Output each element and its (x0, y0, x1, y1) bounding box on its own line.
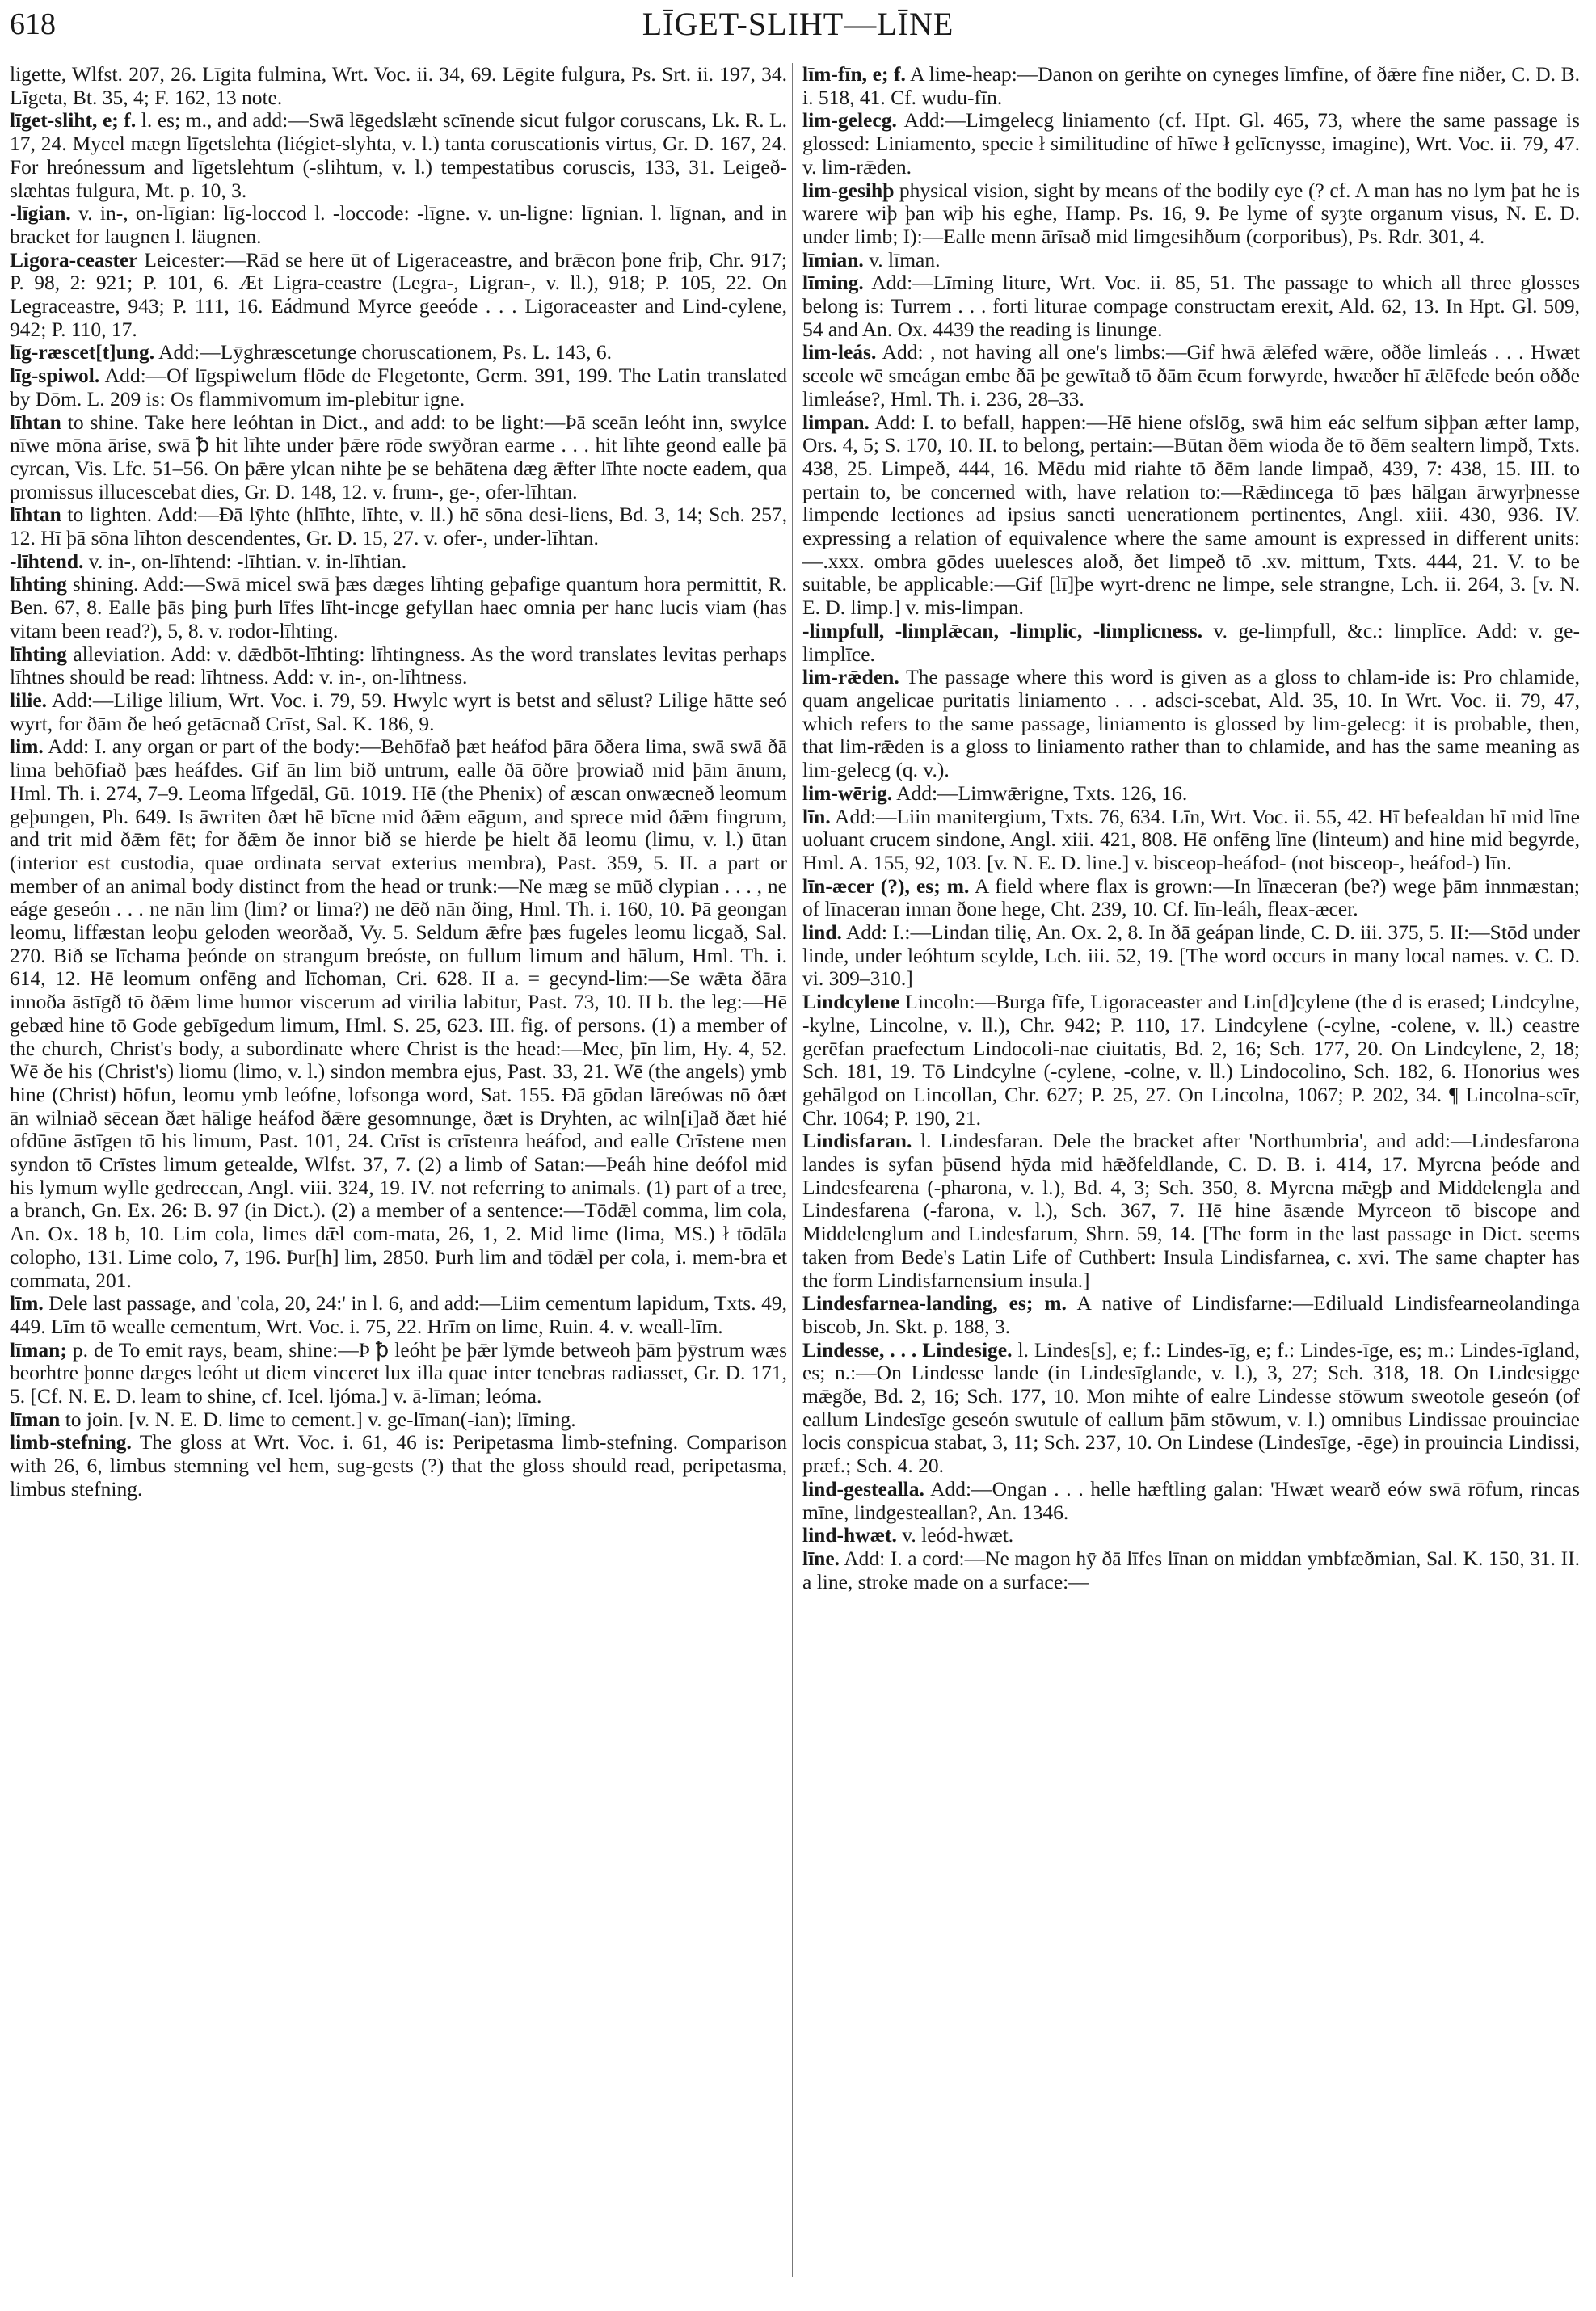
entry-body: A field where flax is grown:—In līnæceran (be?) wege þām innmæstan; of līnaceran innan ðone hege, Cht. 239, 10. Cf. līn-leáh, fleax-æcer. (802, 873, 1580, 921)
entry-body: to lighten. Add:—Ðā lȳhte (hlīhte, līhte, v. ll.) hē sōna desi-liens, Bd. 3, 14; Sch. 257, 12. Hī þā sōna līhton descendentes, Gr. D. 15, 27. v. ofer-, under-līhtan. (10, 503, 787, 550)
entry-headword: līhtan (10, 410, 61, 434)
entry-body: Add: I. to befall, happen:—Hē hiene ofslōg, swā him eác selfum siþþan æfter lamp, Ors. 4, 5; S. 170, 10. II. to belong, pertain:—Būtan ðēm wioda ðe tō ðēm sealtern limpð, Txts. 438, 25. Limpeð, 444, 16. Mēdu mid riahte tō ðēm lande limpað, 439, 7: 438, 15. III. to pertain to, be concerned with, have relation to:—Rǣdincega tō þæs hālgan ārwyrþnesse limpende lectiones ad ipsius sancti uenerationem pertinentes, Angl. xiii. 430, 936. IV. expressing a relation of equivalence where the same amount is expressed in different units:—.xxx. ombra gōdes uuelesces aloð, ðet limpeð tō .xv. mittum, Txts. 444, 21. V. to be suitable, be applicable:—Gif [lī]þe wyrt-drenc ne limpe, sele strangne, Lch. ii. 264, 3. [v. N. E. D. limp.] v. mis-limpan. (802, 410, 1580, 620)
entry-body: to join. [v. N. E. D. lime to cement.] v. ge-līman(-ian); līming. (60, 1407, 576, 1431)
dictionary-entry (10, 63, 787, 109)
dictionary-entry (802, 1339, 1580, 1478)
page-header (10, 3, 1586, 52)
entry-headword: līn. (802, 804, 831, 828)
entry-body: A native of Lindisfarne:—Ediluald Lindisfearneolandinga biscob, Jn. Skt. p. 188, 3. (802, 1291, 1580, 1338)
entry-body: v. ge-limpfull, &c.: limplīce. Add: v. ge-limplīce. (802, 618, 1580, 666)
entry-headword: līm-fīn, e; f. (802, 62, 906, 86)
dictionary-entry (802, 875, 1580, 921)
dictionary-entry (10, 1408, 787, 1432)
dictionary-entry (10, 689, 787, 735)
entry-body: Add:—Ongan . . . helle hæftling galan: 'Hwæt wearð eów swā rōfum, rincas mīne, lindgesteallan?, An. 1346. (802, 1476, 1580, 1524)
entry-headword: lind. (802, 920, 842, 945)
dictionary-entry (10, 341, 787, 364)
dictionary-entry (802, 411, 1580, 620)
dictionary-entry (10, 249, 787, 342)
entry-body: to shine. Take here leóhtan in Dict., and add: to be light:—Þā sceān leóht inn, swylce nīwe mōna ārise, swā ꝥ hit līhte under þǣre rōde swȳðran earme . . . hit līhte geond ealle þā cyrcan, Vis. Lfc. 51–56. On þǣre ylcan nihte þe se behātena dæg ǣfter līhte nocte eadem, qua promissus illucescebat dies, Gr. D. 148, 12. v. frum-, ge-, ofer-līhtan. (10, 410, 787, 503)
dictionary-entry (802, 249, 1580, 272)
entry-headword: līm. (10, 1291, 44, 1315)
entry-body: Add:—Limwǣrigne, Txts. 126, 16. (892, 781, 1188, 805)
dictionary-entry (10, 364, 787, 410)
entry-body: Add:—Of līgspiwelum flōde de Flegetonte, Germ. 391, 199. The Latin translated by Dōm. L. 209 is: Os flammivomum im-plebitur igne. (10, 364, 787, 410)
entry-headword: līhting (10, 642, 67, 666)
dictionary-entry (10, 1292, 787, 1338)
entry-headword: Lindcylene (802, 990, 900, 1014)
entry-body: Add:—Liin manitergium, Txts. 76, 634. Līn, Wrt. Voc. ii. 55, 42. Hī befealdan hī mid līne uoluant crucem sindone, Angl. xiii. 421, 808. Hē onfēng līne (linteum) and hine mid begyrde, Hml. A. 155, 92, 103. [v. N. E. D. line.] v. bisceop-heáfod- (not bisceop-, heáfod-) līn. (802, 804, 1580, 874)
dictionary-entry (802, 921, 1580, 991)
entry-headword: līhtan (10, 503, 61, 527)
entry-body: Add: I. a cord:—Ne magon hȳ ðā līfes līnan on middan ymbfæðmian, Sal. K. 150, 31. II. a line, stroke made on a surface:— (802, 1547, 1580, 1593)
dictionary-entry (10, 643, 787, 689)
entry-headword: līg-spiwol. (10, 364, 100, 388)
dictionary-entry (10, 550, 787, 574)
dictionary-entry (802, 272, 1580, 341)
entry-headword: limb-stefning. (10, 1430, 132, 1454)
dictionary-entry (802, 782, 1580, 806)
dictionary-entry (10, 573, 787, 642)
entry-headword: lim-gesihþ (802, 178, 895, 202)
dictionary-entry (10, 503, 787, 549)
entry-body: l. Lindesfaran. Dele the bracket after 'Northumbria', and add:—Lindesfarona landes is syfan þūsend hȳda mid hǣðfeldlande, C. D. B. i. 414, 17. Myrcna þeóde and Lindesfearena (-pharona, v. l.), Bd. 4, 3; Sch. 350, 8. Myrcna mǣgþ and Middelengla and Lindesfarena (-farona, v. l.), Sch. 367, 7. Hē hine āsænde Myrceon tō biscope and Middelenglum and Lindesfarum, Shrn. 59, 14. [The form in the last passage in Dict. seems taken from Bede's Latin Life of Cuthbert: Insula Lindisfarnea, c. xvi. The same chapter has the form Lindisfarnensium insula.] (802, 1129, 1580, 1292)
entry-headword: līg-ræscet[t]ung. (10, 340, 155, 364)
entry-body: A lime-heap:—Ðanon on gerihte on cyneges līmfīne, of ðǣre fīne niðer, C. D. B. i. 518, 41. Cf. wudu-fīn. (802, 62, 1580, 109)
entry-headword: lind-hwæt. (802, 1523, 897, 1547)
dictionary-entry (802, 1478, 1580, 1524)
entry-headword: līmian. (802, 247, 864, 272)
entry-headword: -limpfull, -limplǣcan, -limplic, -limplicness. (802, 618, 1203, 642)
entry-headword: limpan. (802, 410, 870, 434)
entry-body: v. in-, on-līhtend: -līhtian. v. in-līhtian. (83, 549, 407, 573)
entry-body: v. līman. (863, 247, 941, 272)
entry-body: v. in-, on-līgian: līg-loccod l. -loccode: -līgne. v. un-ligne: līgnian. l. līgnan, and in bracket for laugnen l. läugnen. (10, 201, 787, 248)
entry-headword: Lindesse, . . . Lindesige. (802, 1337, 1013, 1362)
dictionary-entry (10, 735, 787, 1292)
entry-body: shining. Add:—Swā micel swā þæs dæges līhting geþafige quantum hora permittit, R. Ben. 67, 8. Ealle þās þing þurh līfes līht-incge gefyllan haec omnia per hanc lucis viam (has vitam been read?), 5, 8. v. rodor-līhting. (10, 572, 787, 642)
page-title: LĪGET-SLIHT—LĪNE (642, 6, 954, 42)
entry-headword: Lindisfaran. (802, 1129, 912, 1153)
dictionary-entry (802, 1547, 1580, 1593)
entry-body: Add:—Lȳghræscetunge choruscationem, Ps. L. 143, 6. (154, 340, 613, 364)
entry-headword: lim. (10, 735, 44, 759)
entry-headword: lim-gelecg. (802, 108, 897, 133)
entry-headword: lim-leás. (802, 340, 877, 364)
entry-headword: līming. (802, 271, 864, 295)
dictionary-entry (802, 991, 1580, 1130)
dictionary-entry (802, 109, 1580, 179)
dictionary-entry (802, 620, 1580, 666)
dictionary-entry (10, 411, 787, 504)
entry-body: Add:—Lilige lilium, Wrt. Voc. i. 79, 59. Hwylc wyrt is betst and sēlust? Lilige hātte seó wyrt, for ðām ðe heó getācnað Crīst, Sal. K. 186, 9. (10, 688, 787, 735)
entry-headword: -līgian. (10, 201, 71, 225)
entry-headword: līhting (10, 572, 67, 596)
entry-headword: Lindesfarnea-landing, es; m. (802, 1291, 1067, 1315)
entry-headword: -līhtend. (10, 549, 84, 573)
dictionary-entry (802, 341, 1580, 410)
entry-body: The gloss at Wrt. Voc. i. 61, 46 is: Peripetasma limb-stefning. Comparison with 26, 6, limbus stemning vel hem, sug-gests (?) that the gloss should read, peripetasma, limbus stefning. (10, 1430, 787, 1501)
column-divider (792, 63, 793, 2277)
entry-headword: līn-æcer (?), es; m. (802, 873, 970, 898)
entry-body: l. Lindes[s], e; f.: Lindes-īg, e; f.: Lindes-īge, es; m.: Lindes-īgland, es; n.:—On Lindesse lande (in Lindesīglande, v. l.), 3, 27; Sch. 318, 18. On Lindesigge mǣgðe, Bd. 2, 16; Sch. 177, 10. Mon mihte of ealre Lindesse stōwum sweotole geseón (of eallum Lindesīge geseón swutule of eallum þām stōwum, v. l.) omnibus Lindissae prouinciae locis conspicua stabat, 3, 11; Sch. 237, 10. On Lindese (Lindesīge, -ēge) in prouincia Lindissi, præf.; Sch. 4. 20. (802, 1337, 1580, 1478)
entry-body: p. de To emit rays, beam, shine:—Þ ꝥ leóht þe þǣr lȳmde betweoh þām þȳstrum wæs beorhtre þonne dæges leóht ut diem vinceret lux illa quae inter tenebras radiasset, Gr. D. 171, 5. [Cf. N. E. D. leam to shine, cf. Icel. ljóma.] v. ā-līman; leóma. (10, 1337, 787, 1408)
entry-headword: līman (10, 1407, 61, 1431)
entry-headword: lim-wērig. (802, 781, 893, 805)
dictionary-entry (802, 806, 1580, 875)
dictionary-entry (802, 1524, 1580, 1547)
entry-headword: Ligora-ceaster (10, 247, 138, 272)
entry-body: Dele last passage, and 'cola, 20, 24:' in l. 6, and add:—Liim cementum lapidum, Txts. 49, 449. Līm tō wealle cementum, Wrt. Voc. i. 75, 22. Hrīm on lime, Ruin. 4. v. weall-līm. (10, 1291, 787, 1338)
entry-body: alleviation. Add: v. dǣdbōt-līhting: līhtingness. As the word translates levitas perhaps līhtnes should be read: līhtness. Add: v. in-, on-līhtness. (10, 642, 787, 689)
entry-headword: lim-rǣden. (802, 665, 899, 689)
dictionary-entry (10, 109, 787, 202)
dictionary-entry (802, 63, 1580, 109)
entry-body: Add:—Līming liture, Wrt. Voc. ii. 85, 51. The passage to which all three glosses belong is: Turrem . . . forti liturae compage constructam erexit, Ald. 62, 13. In Hpt. Gl. 509, 54 and An. Ox. 4439 the reading is linunge. (802, 271, 1580, 341)
dictionary-entry (10, 1431, 787, 1501)
entry-body: Add: , not having all one's limbs:—Gif hwā ǣlēfed wǣre, oððe limleás . . . Hwæt sceole wē smeágan embe ðā þe gewītað tō ðām ēcum forwyrde, hwæðer hī ǣlēfede beón oððe limleáse?, Hml. Th. i. 236, 28–33. (802, 340, 1580, 410)
left-column (10, 63, 787, 1501)
right-column (802, 63, 1580, 1593)
entry-body: The passage where this word is given as a gloss to chlam-ide is: Pro chlamide, quam angelicae puritatis liniamento . . . adsci-scebat, Ald. 35, 10. In Wrt. Voc. ii. 79, 47, which refers to the same passage, liniamento is glossed by lim-gelecg: it is probable, then, that lim-rǣden is a gloss to liniamento rather than to chlamide, and has the same meaning as lim-gelecg (q. v.). (802, 665, 1580, 782)
entry-body: Leicester:—Rād se here ūt of Ligeraceastre, and brǣcon þone friþ, Chr. 917; P. 98, 2: 921; P. 101, 6. Æt Ligra-ceastre (Legra-, Ligran-, v. ll.), 918; P. 105, 22. On Legraceastre, 943; P. 111, 16. Eádmund Myrce geeóde . . . Ligoraceaster and Lind-cylene, 942; P. 110, 17. (10, 247, 787, 341)
entry-headword: lind-gestealla. (802, 1476, 924, 1501)
entry-headword: lilie. (10, 688, 48, 712)
entry-body: Lincoln:—Burga fīfe, Ligoraceaster and Lin[d]cylene (the d is erased; Lindcylne, -kylne, Lincolne, v. ll.), Chr. 942; P. 110, 17. Lindcylene (-cylne, -colene, v. ll.) ceastre gerēfan praefectum Lindocoli-nae ciuitatis, Bd. 2, 16; Sch. 177, 20. On Lindcylene, 2, 18; Sch. 181, 19. Tō Lindcylne (-cylene, -colne, v. ll.) Lindocolino, Sch. 182, 6. Honorius wes gehālgod on Lincollan, Chr. 627; P. 25, 27. On Lincolna, 1067; P. 202, 34. ¶ Lincolna-scīr, Chr. 1064; P. 190, 21. (802, 990, 1580, 1130)
entry-body: Add:—Limgelecg liniamento (cf. Hpt. Gl. 465, 73, where the same passage is glossed: Liniamento, specie ł similitudine of hīwe ł gelīcnysse, imagine), Wrt. Voc. ii. 79, 47. v. lim-rǣden. (802, 108, 1580, 179)
dictionary-entry (10, 1339, 787, 1408)
dictionary-entry (802, 179, 1580, 249)
dictionary-entry (10, 202, 787, 248)
entry-headword: līne. (802, 1547, 840, 1570)
entry-body: Add: I. any organ or part of the body:—Behōfað þæt heáfod þāra ōðera lima, swā swā ðā lima behōfiað þæs heáfdes. Gif ān lim bið untrum, ealle ðā ōðre þrowiað mid þām ānum, Hml. Th. i. 274, 7–9. Leoma līfgedāl, Gū. 1019. Hē (the Phenix) of æscan onwæcneð leomum geþungen, Ph. 649. Is āwriten ðæt hē bīcne mid ðǣm eāgum, and sprece mid ðǣm fingrum, and trit mid ðǣm fēt; for ðǣm ðe innor bið se hierde þe hielt ðā leomu (limu, v. l.) ūtan (interior est custodia, quae ordinata servat exterius membra), Past. 359, 5. II. a part or member of an animal body distinct from the head or trunk:—Ne mæg se mūð clypian . . . , ne eáge geseón . . . ne nān lim (lim? or lima?) ne dēð nān ðing, Hml. Th. i. 160, 10. Þā geongan leomu, liffæstan leoþu geloden weorðað, Vy. 5. Seldum ǣfre þæs fugeles leomu licgað, Sal. 270. Bið se līchama þeónde on strangum breóste, on fullum limum and hālum, Hml. Th. i. 614, 12. Hē leomum onfēng and līchoman, Cri. 628. II a. = gecynd-lim:—Se wǣta ðāra innoða āstīgð tō ðǣm lime humor viscerum ad virilia labitur, Past. 73, 10. II b. the leg:—Hē gebæd hine tō Gode gebīgedum limum, Hml. S. 25, 623. III. fig. of persons. (1) a member of the church, Christ's body, a subordinate where Christ is the head:—Mec, þīn lim, Hy. 4, 52. Wē ðe his (Christ's) liomu (limo, v. l.) sindon membra ejus, Past. 33, 21. Wē (the angels) ymb hine (Christ) hōfun, leomu ymb leófne, lofsonga word, Sat. 155. Ðā gōdan lāreówas nō ðæt ān wilniað sēcean ðæt hālige heáfod ðǣre gesomnunge, ðæt is Dryhten, ac wiln[i]að ðæt hié ofdūne āstīgen tō his limum, Past. 101, 24. Crīst is crīstenra heáfod, and ealle Crīstene men syndon tō Crīstes limum getealde, Wlfst. 37, 7. (2) a limb of Satan:—Þeáh hine deófol mid his lymum wylle gedreccan, Angl. viii. 324, 19. IV. not referring to animals. (1) part of a tree, a branch, Gn. Ex. 26: B. 97 (in Dict.). (2) a member of a sentence:—Tōdǣl comma, lim cola, An. Ox. 18 b, 10. Lim cola, limes dǣl com-mata, 26, 1, 2. Mid lime (lima, MS.) ł tōdāla colopho, 131. Lime colo, 7, 196. Þur[h] lim, 2850. Þurh lim and tōdǣl per cola, i. mem-bra et commata, 201. (10, 735, 787, 1292)
entry-body: ligette, Wlfst. 207, 26. Līgita fulmina, Wrt. Voc. ii. 34, 69. Lēgite fulgura, Ps. Srt. ii. 197, 34. Līgeta, Bt. 35, 4; F. 162, 13 note. (10, 62, 787, 109)
dictionary-entry (802, 666, 1580, 782)
entry-body: Add: I.:—Lindan tilię, An. Ox. 2, 8. In ðā geápan linde, C. D. iii. 375, 5. II:—Stōd under linde, under leóhtum scylde, Lch. iii. 52, 19. [The word occurs in many local names. v. C. D. vi. 309–310.] (802, 920, 1580, 991)
page-number: 618 (10, 7, 56, 41)
dictionary-entry (802, 1292, 1580, 1338)
entry-body: l. es; m., and add:—Swā lēgedslæht scīnende sicut fulgor coruscans, Lk. R. L. 17, 24. Mycel mægn līgetslehta (liégiet-slyhta, v. l.) tanta coruscationis virtus, Gr. D. 167, 24. For hreónessum and līgetslehtum (-slihtum, v. l.) tempestatibus coruscis, 133, 31. Leigeð-slæhtas fulgura, Mt. p. 10, 3. (10, 108, 787, 202)
dictionary-entry (802, 1130, 1580, 1292)
entry-body: physical vision, sight by means of the bodily eye (? cf. A man has no lym þat he is warere wiþ þan wiþ his eghe, Hamp. Ps. 16, 9. Þe lyme of syȝte organum visus, N. E. D. under limb; I):—Ealle menn ārīsað mid limgesihðum (corporibus), Ps. Rdr. 301, 4. (802, 178, 1580, 248)
entry-body: v. leód-hwæt. (896, 1523, 1014, 1547)
entry-headword: līman; (10, 1337, 67, 1362)
entry-headword: līget-sliht, e; f. (10, 108, 137, 133)
